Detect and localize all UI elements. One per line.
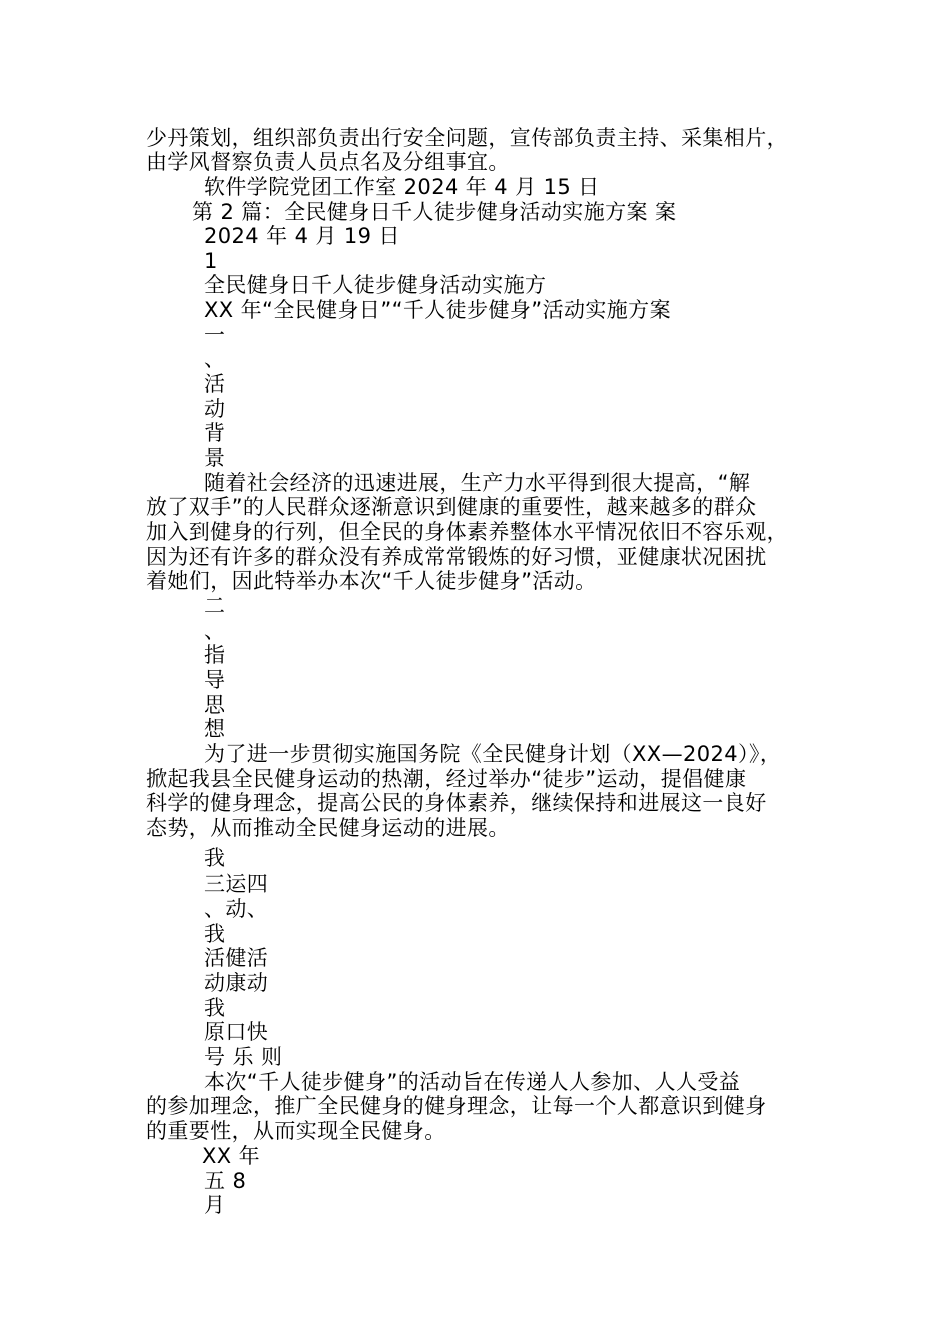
heading-char: 背 <box>204 421 226 445</box>
column-fragment: XX 年 <box>202 1144 261 1168</box>
document-title: 全民健身日千人徒步健身活动实施方 <box>204 273 547 297</box>
column-fragment: 活健活 <box>204 946 269 970</box>
paragraph-line: 着她们，因此特举办本次“千人徒步健身”活动。 <box>146 569 597 593</box>
heading-char: 动 <box>204 397 226 421</box>
heading-char: 景 <box>204 446 226 470</box>
heading-char: 导 <box>204 668 226 692</box>
heading-char: 二 <box>204 594 226 618</box>
column-fragment: 我 <box>204 922 226 946</box>
section-heading: 第 2 篇：全民健身日千人徒步健身活动实施方案 案 <box>192 200 677 224</box>
column-fragment: 原口快 <box>204 1020 269 1044</box>
heading-char: 一 <box>204 323 226 347</box>
page-number: 1 <box>204 249 218 273</box>
heading-char: 活 <box>204 372 226 396</box>
column-fragment: 我 <box>204 846 226 870</box>
paragraph-line: 态势，从而推动全民健身运动的进展。 <box>146 816 510 840</box>
text-line: 少丹策划，组织部负责出行安全问题，宣传部负责主持、采集相片， <box>146 126 788 150</box>
paragraph-line: 因为还有许多的群众没有养成常常锻炼的好习惯，亚健康状况困扰 <box>146 545 767 569</box>
paragraph-line: 随着社会经济的迅速进展，生产力水平得到很大提高，“解 <box>204 471 751 495</box>
column-fragment: 五 8 <box>204 1169 247 1193</box>
heading-char: 指 <box>204 643 226 667</box>
heading-char: 思 <box>204 693 226 717</box>
paragraph-line: 本次“千人徒步健身”的活动旨在传递人人参加、人人受益 <box>204 1070 741 1094</box>
column-fragment: 号 乐 则 <box>204 1045 283 1069</box>
column-fragment: 动康动 <box>204 971 269 995</box>
column-fragment: 三运四 <box>204 872 269 896</box>
text-line: 由学风督察负责人员点名及分组事宜。 <box>146 150 510 174</box>
paragraph-line: 掀起我县全民健身运动的热潮，经过举办“徒步”运动，提倡健康 <box>146 767 747 791</box>
paragraph-line: 科学的健身理念，提高公民的身体素养，继续保持和进展这一良好 <box>146 791 767 815</box>
document-subtitle: XX 年“全民健身日”“千人徒步健身”活动实施方案 <box>204 298 671 322</box>
heading-char: 想 <box>204 717 226 741</box>
heading-char: 、 <box>204 347 226 371</box>
heading-char: 、 <box>204 619 226 643</box>
column-fragment: 月 <box>204 1193 226 1217</box>
paragraph-line: 的重要性，从而实现全民健身。 <box>146 1119 446 1143</box>
date-line: 2024 年 4 月 19 日 <box>204 224 400 248</box>
paragraph-line: 加入到健身的行列，但全民的身体素养整体水平情况依旧不容乐观， <box>146 520 788 544</box>
paragraph-line: 的参加理念，推广全民健身的健身理念，让每一个人都意识到健身 <box>146 1094 767 1118</box>
column-fragment: 我 <box>204 996 226 1020</box>
paragraph-line: 放了双手”的人民群众逐渐意识到健康的重要性，越来越多的群众 <box>146 495 757 519</box>
column-fragment: 、动、 <box>204 897 269 921</box>
signature-line: 软件学院党团工作室 2024 年 4 月 15 日 <box>204 175 600 199</box>
paragraph-line: 为了进一步贯彻实施国务院《全民健身计划（XX—2024）》， <box>204 742 782 766</box>
